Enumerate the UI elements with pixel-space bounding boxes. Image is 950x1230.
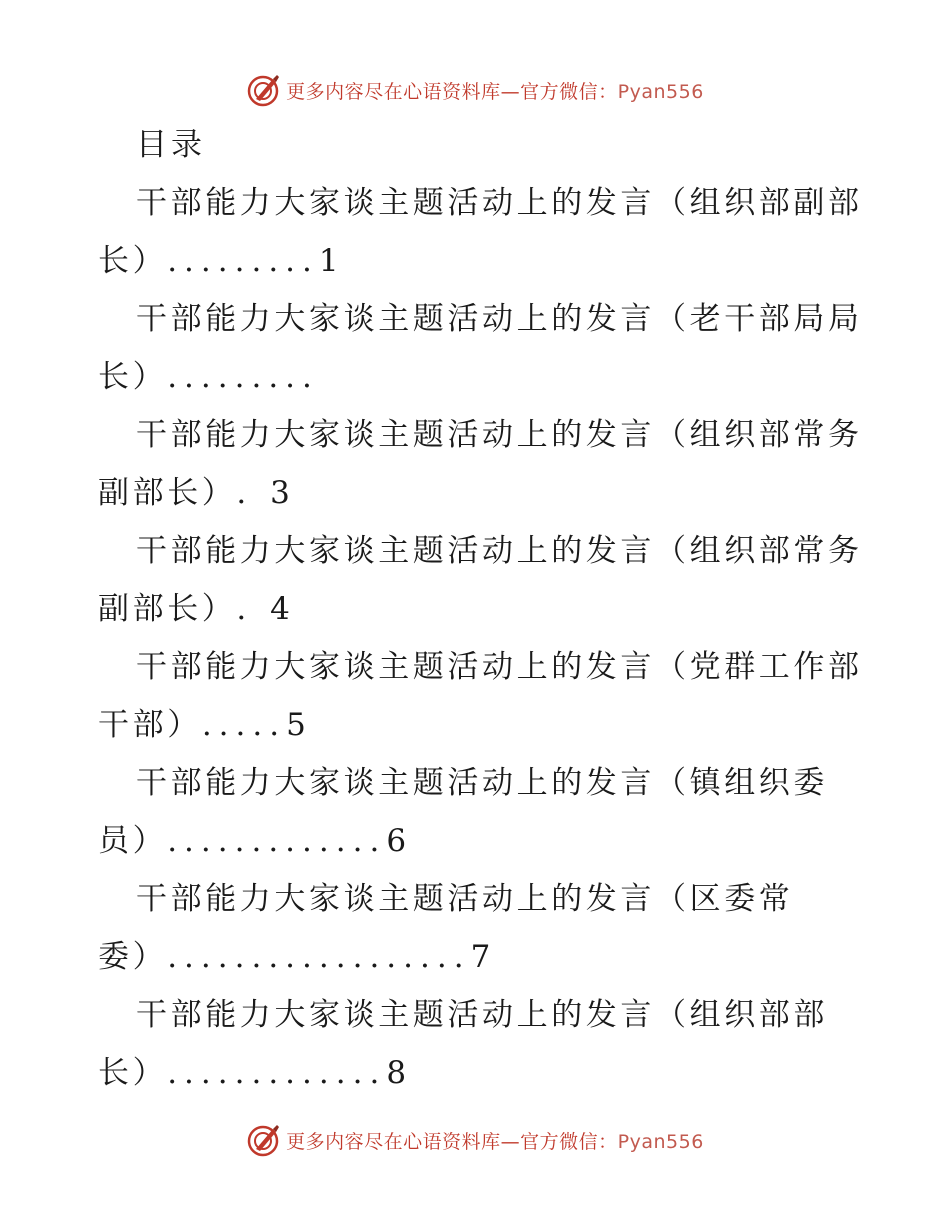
- toc-entry-continuation: 长）.........1: [98, 243, 343, 279]
- toc-entry-title: 干部能力大家谈主题活动上的发言（组织部常务: [136, 417, 863, 453]
- toc-entry[interactable]: [98, 522, 863, 638]
- toc-entry-title: 干部能力大家谈主题活动上的发言（党群工作部: [136, 649, 863, 685]
- toc-leader-dots: .........: [167, 359, 319, 395]
- toc-entry-continuation: 委）..................7: [98, 939, 494, 975]
- toc-page-number: 5: [286, 707, 310, 743]
- toc-entry-continuation: 副部长）. 4: [98, 591, 294, 627]
- toc-entry[interactable]: [98, 290, 863, 406]
- toc-page-number: 4: [270, 591, 294, 627]
- toc-title: 目录: [136, 127, 206, 163]
- quill-logo-icon: [246, 73, 280, 107]
- toc-entry[interactable]: [98, 870, 858, 986]
- toc-entry[interactable]: [98, 986, 858, 1102]
- toc-entry-continuation: 长）.............8: [98, 1055, 410, 1091]
- toc-entry-title: 干部能力大家谈主题活动上的发言（组织部部: [136, 997, 828, 1033]
- toc-entry[interactable]: [98, 406, 863, 522]
- toc-leader-dots: ..................: [167, 939, 471, 975]
- toc-entry[interactable]: [98, 174, 863, 290]
- toc-entry-continuation: 副部长）. 3: [98, 475, 294, 511]
- toc-entry-continuation: 干部）.....5: [98, 707, 310, 743]
- toc-entry-title: 干部能力大家谈主题活动上的发言（区委常: [136, 881, 794, 917]
- toc-page-number: 6: [386, 823, 410, 859]
- toc-page-number: 7: [470, 939, 494, 975]
- toc-entry[interactable]: [98, 638, 863, 754]
- wechat-id: Pyan556: [617, 1130, 704, 1153]
- toc-entry-title: 干部能力大家谈主题活动上的发言（老干部局局: [136, 301, 863, 337]
- header-banner: [0, 70, 950, 110]
- toc-page-number: 1: [318, 243, 343, 279]
- toc-page-number: 8: [386, 1055, 410, 1091]
- toc-page-number: 3: [270, 475, 294, 511]
- toc-leader-dots: .........: [167, 243, 319, 279]
- toc-entry[interactable]: [98, 754, 858, 870]
- footer-banner: [0, 1120, 950, 1160]
- toc-leader-dots: .............: [167, 823, 387, 859]
- toc-entry-continuation: 长）.........: [98, 359, 319, 395]
- wechat-id: Pyan556: [617, 80, 704, 103]
- toc-leader-dots: .....: [201, 707, 287, 743]
- banner-text: 更多内容尽在心语资料库—官方微信：Pyan556: [286, 80, 704, 103]
- toc-leader-dots: .............: [167, 1055, 387, 1091]
- quill-logo-icon: [246, 1123, 280, 1157]
- toc-entry-continuation: 员）.............6: [98, 823, 410, 859]
- toc-leader-dots: .: [236, 475, 271, 511]
- table-of-contents: [98, 116, 863, 1102]
- banner-text: 更多内容尽在心语资料库—官方微信：Pyan556: [286, 1130, 704, 1153]
- toc-entry-title: 干部能力大家谈主题活动上的发言（组织部常务: [136, 533, 863, 569]
- toc-leader-dots: .: [236, 591, 271, 627]
- toc-entry-title: 干部能力大家谈主题活动上的发言（组织部副部: [136, 185, 863, 221]
- toc-entry-title: 干部能力大家谈主题活动上的发言（镇组织委: [136, 765, 828, 801]
